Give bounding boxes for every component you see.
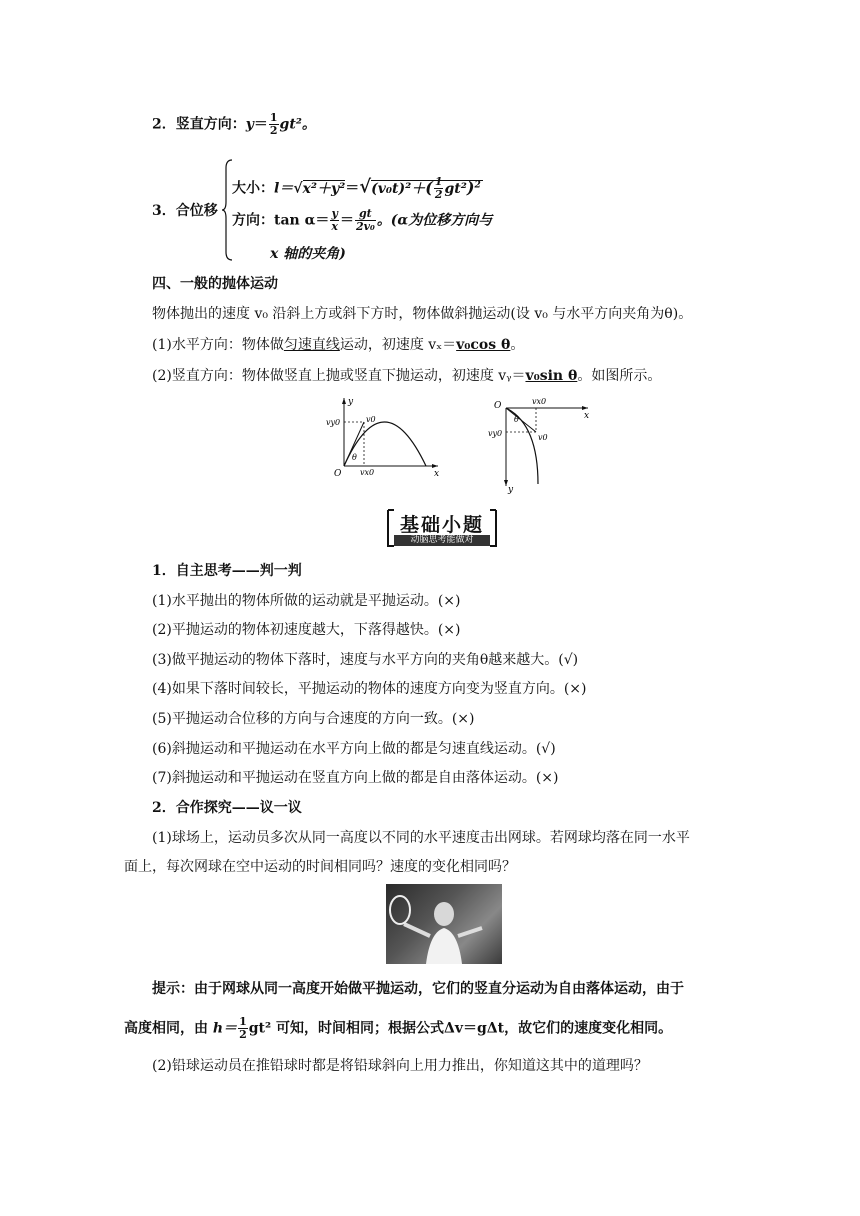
q1-item: (4)如果下落时间较长，平抛运动的物体的速度方向变为竖直方向。(×)	[152, 681, 587, 697]
hint-line: 提示：由于网球从同一高度开始做平抛运动，它们的竖直分运动为自由落体运动，由于	[152, 981, 684, 997]
paragraph-vertical: (2)竖直方向：物体做竖直上抛或竖直下抛运动，初速度 vᵧ＝v₀sin θ。如图所示。	[152, 368, 662, 384]
paragraph-horizontal: (1)水平方向：物体做匀速直线运动，初速度 vₓ＝v₀cos θ。	[152, 337, 525, 353]
q2-paragraph: (1)球场上，运动员多次从同一高度以不同的水平速度击出网球。若网球均落在同一水平	[152, 830, 690, 846]
fig1-theta: θ	[352, 453, 357, 462]
fig2-vy0: vy0	[488, 429, 503, 438]
badge-title: 基础小题	[399, 514, 484, 536]
tennis-player-photo	[386, 884, 502, 964]
fig1-y-label: y	[348, 397, 354, 407]
paragraph-oblique: 物体抛出的速度 v₀ 沿斜上方或斜下方时，物体做斜抛运动(设 v₀ 与水平方向夹角为θ)。	[152, 306, 693, 322]
fraction-half: $\frac{1}{2}$	[269, 111, 278, 137]
fig2-origin: O	[494, 401, 502, 411]
direction-note: x 轴的夹角)	[270, 246, 346, 262]
fig1-x-label: x	[434, 469, 440, 478]
resultant-displacement-label: 3．合位移	[152, 203, 218, 219]
q2-title: 2．合作探究——议一议	[152, 800, 302, 816]
q1-item: (7)斜抛运动和平抛运动在竖直方向上做的都是自由落体运动。(×)	[152, 770, 559, 786]
magnitude-line: 大小：l＝√x²＋y²＝√(v₀t)²＋( $\frac{1}{2}$ gt²)$^2$	[232, 175, 481, 201]
figure-upward-projectile	[326, 394, 446, 478]
q1-title: 1．自主思考——判一判	[152, 563, 302, 579]
fig2-v0: v0	[538, 433, 548, 442]
fig1-vx0: vx0	[360, 468, 375, 477]
fig1-v0: v0	[366, 415, 376, 424]
fig2-theta: θ	[514, 415, 519, 424]
q1-item: (2)平抛运动的物体初速度越大，下落得越快。(×)	[152, 622, 461, 638]
q2-paragraph: 面上，每次网球在空中运动的时间相同吗？速度的变化相同吗？	[124, 859, 516, 875]
q1-item: (1)水平抛出的物体所做的运动就是平抛运动。(×)	[152, 593, 461, 609]
fig1-vy0: vy0	[326, 418, 341, 427]
vertical-direction-line: 2．竖直方向：y＝ $\frac{1}{2}$ gt²。	[152, 111, 316, 137]
badge-subtitle: 动脑思考能做对	[410, 535, 474, 545]
fig2-x-label: x	[584, 411, 590, 421]
q2-paragraph-2: (2)铅球运动员在推铅球时都是将铅球斜向上用力推出，你知道这其中的道理吗？	[152, 1058, 648, 1074]
hint-line-2: 高度相同，由 h＝ $\frac{1}{2}$ gt² 可知，时间相同；根据公式Δv＝gΔt，故它们的速度变化相同。	[124, 1015, 673, 1041]
fig1-origin: O	[334, 469, 342, 478]
q1-item: (3)做平抛运动的物体下落时，速度与水平方向的夹角θ越来越大。(√)	[152, 652, 579, 668]
fig2-vx0: vx0	[532, 397, 547, 406]
direction-line: 方向：tan α＝ $\frac{y}{x}$ ＝ $\frac{gt}{\text{2v₀}}$ 。(α为位移方向与	[232, 207, 493, 233]
q1-item: (5)平抛运动合位移的方向与合速度的方向一致。(×)	[152, 711, 475, 727]
section-title: 四、一般的抛体运动	[152, 276, 278, 292]
q1-item: (6)斜抛运动和平抛运动在水平方向上做的都是匀速直线运动。(√)	[152, 741, 556, 757]
figure-downward-projectile	[488, 394, 598, 494]
section-badge	[386, 508, 498, 548]
fig2-y-label: y	[508, 485, 514, 494]
